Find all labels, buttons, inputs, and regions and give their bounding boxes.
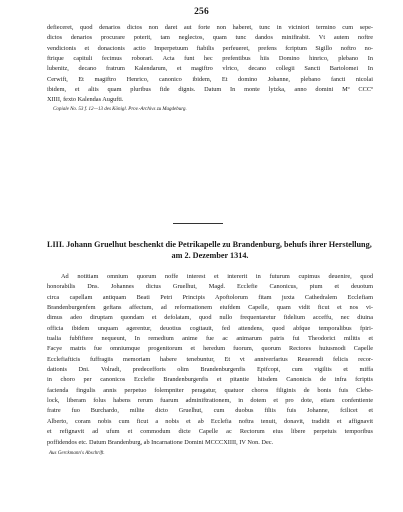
preceding-document-text <box>47 23 373 114</box>
text-line: vendicionis et donacionis actio Imperpetuum ftabilis perfeueret, prefens fcriptum Sigillo noftro no- <box>47 44 373 52</box>
text-line: Ecclefiafticis fuffragiis memoriam habere tenebuntur, Et vt anniverfarius Reuerendi felicis recor- <box>47 355 373 363</box>
text-line: ftrique capituli fecimus roborari. Acta funt hec prefentibus hiis Domino hinrico, plebano In <box>47 55 373 63</box>
text-line: et refignavit ad ufum et commodum dicte Capelle ac Rectorum eius libere perpetuis temporibus <box>47 428 373 436</box>
text-line: dictos denarios procurare poterit, tam neglectos, quam tunc dandos minifirabit. Vt autem noftre <box>47 34 373 42</box>
text-line: Ad notitiam omnium quorum noffe interest et intererit in futurum cupimus deuenire, quod <box>61 273 373 280</box>
document-heading <box>47 239 373 261</box>
heading-date: am 2. Dezember 1314. <box>171 251 249 260</box>
section-divider <box>173 223 223 224</box>
source-citation: Aus Gerckmann's Abschrift. <box>49 450 105 456</box>
text-line: lock, liberam folus habens rerum fuarum adminiftrationem, in dotem et pro dote, etiam confentiente <box>47 397 373 405</box>
text-line: fratre fuo Burchardo, milite dicto Gruelhut, cum duobus filiis fuis Johanne, fcilicet et <box>47 407 373 415</box>
text-line: Facye matris fue omniumque progenitorum et heredum fuorum, quorum Rectores huiusmodi Capelle <box>47 345 373 353</box>
text-line: circa capellam antiquam Beati Petri Principis Apoftolorum fitam juxta Cathedralem Ecclefiam <box>47 293 373 301</box>
text-line: defieceret, quod denarios dictos non daret aut forte non haberet, tunc in viciniori termino cum sepe- <box>47 24 373 31</box>
text-line: Cerwift, Et magiftro Henrico, canonico ibidem, Et domino Johanne, plebano fancti nicolai <box>47 75 373 83</box>
text-line: Brandenburgenfem geftans affectum, ad reformationem eiufdem Capelle, quam vidit ficut et nos vi- <box>47 304 373 312</box>
text-line: lubenitz, decano fratrum Kalendarum, et magiftro vlrico, decano collegii Sancti Bartolomei In <box>47 65 373 73</box>
text-line: dimus adeo diruptam quondam et defolatam, quod nullo frequentaretur fidelium acceffu, nec diuina <box>47 314 373 322</box>
text-line: dationis Dni. Volradi, predecefforis olim Brandenburgenfis Epifcopi, cum vigiliis et miffa <box>47 366 373 374</box>
text-line: officia ibidem unquam agerentur, deuotius cogitauit, fed attendens, quod abfque temporalibus fpiri- <box>47 324 373 332</box>
text-line: XIIII, fexto Kalendas Augufti. <box>47 96 124 104</box>
text-line: ibidem, et aliis quam pluribus fide dignis. Datum In monte lytzka, anno domini Mº CCCº <box>47 86 373 94</box>
document-body <box>47 272 373 458</box>
text-line: honorabilis Dns. Johannes dictus Gruelhut, Magd. Ecclefie Canonicus, pium et deuotum <box>47 283 373 291</box>
text-line: in choro per canonicos Ecclefie Brandenburgenfis et pitantie hiisdem Canonicis de infra fcriptis <box>47 376 373 384</box>
text-line: facienda fingulis annis perpetuo folempniter peragatur, quatuor choros filiginis de bonis fuis Clebe- <box>47 386 373 394</box>
page-number: 256 <box>194 7 209 17</box>
heading-title: Johann Gruelhut beschenkt die Petrikapelle zu Brandenburg, behufs ihrer Herstellung, <box>66 240 372 249</box>
document-number: LIII. <box>47 240 65 249</box>
text-line: poffidendos etc. Datum Brandenburg, ab Incarnatione Domini MCCCXIIII, IV Non. Dec. <box>47 438 274 446</box>
text-line: tualia fubfiftere nequeunt, In remedium anime fue ac animarum patris fui Theodorici militis et <box>47 335 373 343</box>
text-line: Alberto, coram nobis cum ficut a nobis et ab Ecclefia noftra tenuit, donavit, tradidit et affignavit <box>47 417 373 425</box>
source-citation: Copiale No. 53 f. 12—13 des Königl. Prov.-Archivs zu Magdeburg. <box>53 106 187 112</box>
